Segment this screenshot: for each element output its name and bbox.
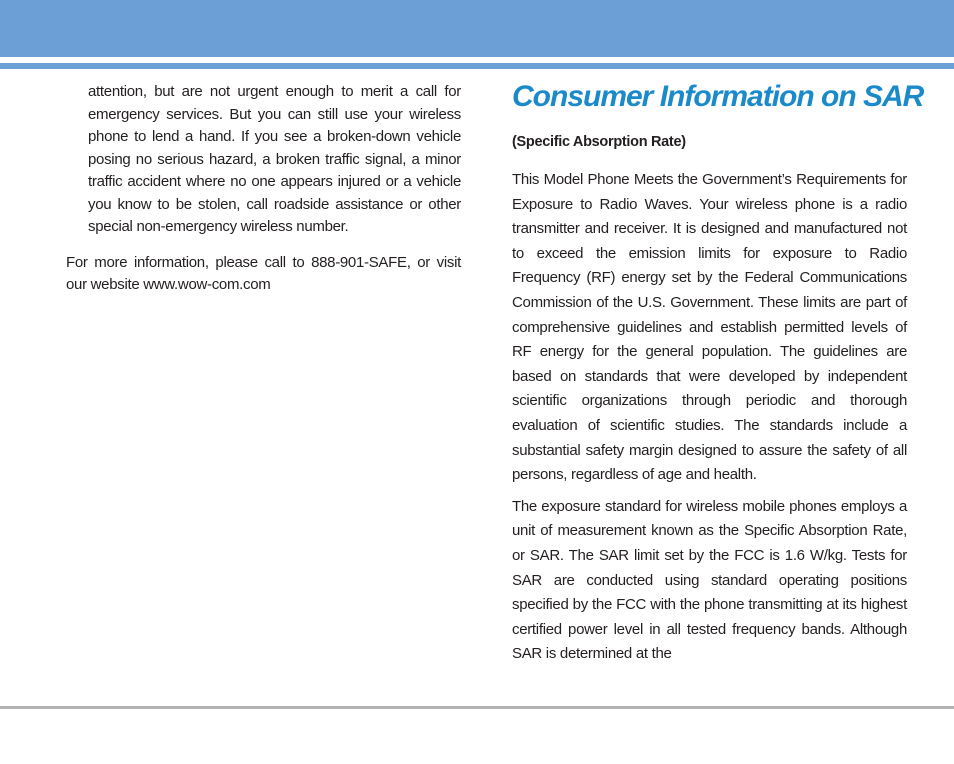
left-paragraph-continued: attention, but are not urgent enough to merit a call for emergency services. But you can still use your wireless phone to lend a hand. If you see a broken-down vehicle posing no serious hazard, a broken traffic signal, a minor traffic accident where no one appears injured or a vehicle you know to be stolen, call roadside assistance or other special non-emergency wireless number. [88, 83, 461, 235]
sar-paragraph-exposure-standard: The exposure standard for wireless mobile phones employs a unit of measurement known as the Specific Absorption Rate, or SAR. The SAR limit set by the FCC is 1.6 W/kg. Tests for SAR are conducted using standard operating positions specified by the FCC with the phone transmitting at its highest certified power level in all tested frequency bands. Although SAR is determined at the [512, 497, 907, 663]
right-column [512, 78, 924, 667]
left-column [66, 81, 461, 297]
footer-rule [0, 706, 954, 709]
sar-paragraph-requirements: This Model Phone Meets the Government’s Requirements for Exposure to Radio Waves. Your wireless phone is a radio transmitter and receiver. It is designed and manufactured not to exceed the emission limits for exposure to Radio Frequency (RF) energy set by the Federal Communications Commission of the U.S. Government. These limits are part of comprehensive guidelines and establish permitted levels of RF energy for the general population. The guidelines are based on standards that were developed by independent scientific organizations through periodic and thorough evaluation of scientific studies. The standards include a substantial safety margin designed to assure the safety of all persons, regardless of age and health. [512, 171, 907, 484]
page-title: Consumer Information on SAR [512, 80, 924, 113]
left-paragraph-more-info: For more information, please call to 888-901-SAFE, or visit our website www.wow-com.com [66, 253, 461, 293]
header-band [0, 0, 954, 57]
section-subtitle: (Specific Absorption Rate) [512, 134, 686, 150]
header-rule [0, 63, 954, 69]
